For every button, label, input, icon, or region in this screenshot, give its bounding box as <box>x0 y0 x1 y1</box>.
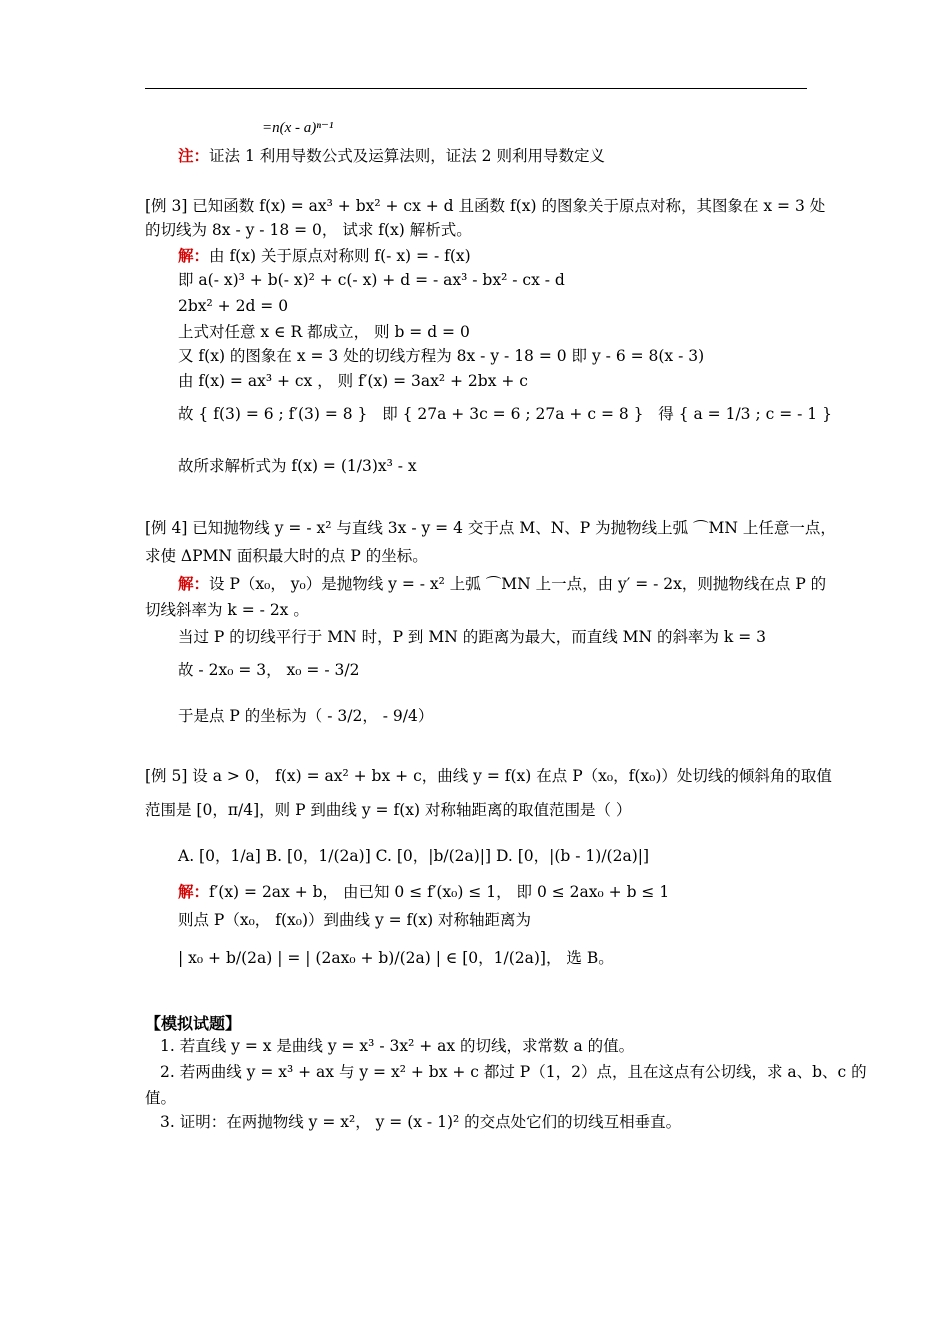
solution-label: 解： <box>178 574 210 593</box>
example4-solution-line <box>178 574 826 594</box>
example5-step-2: | x₀ + b/(2a) | = | (2ax₀ + b)/(2a) | ∈ [0，1/(2a)]， 选 B。 <box>178 949 614 967</box>
example4-line2: 求使 ΔPMN 面积最大时的点 P 的坐标。 <box>145 547 428 565</box>
header-rule <box>145 88 807 89</box>
example4-step-3: 故 - 2x₀ = 3， x₀ = - 3/2 <box>178 661 360 679</box>
solution-label: 解： <box>178 246 210 265</box>
example3-step-2: 2bx² + 2d = 0 <box>178 297 289 315</box>
example4-step-4: 于是点 P 的坐标为（ - 3/2， - 9/4） <box>178 707 434 725</box>
example5-options: A. [0，1/a] B. [0，1/(2a)] C. [0，|b/(2a)|] D. [0，|(b - 1)/(2a)|] <box>178 847 650 865</box>
example5-step-1: 则点 P（x₀， f(x₀)）到曲线 y = f(x) 对称轴距离为 <box>178 911 532 929</box>
note-line <box>178 146 605 166</box>
system-2: 即 { 27a + 3c = 6 ; 27a + c = 8 } <box>382 405 644 423</box>
solution-label: 解： <box>178 882 210 901</box>
exercise-1: 1. 若直线 y = x 是曲线 y = x³ - 3x² + ax 的切线，求常数 a 的值。 <box>160 1037 635 1055</box>
example3-step-3: 上式对任意 x ∈ R 都成立， 则 b = d = 0 <box>178 323 470 341</box>
example4-step-2: 当过 P 的切线平行于 MN 时，P 到 MN 的距离为最大，而直线 MN 的斜率为 k = 3 <box>178 628 767 646</box>
example3-step-5: 由 f(x) = ax³ + cx ， 则 f′(x) = 3ax² + 2bx + c <box>178 372 528 390</box>
exercise-3: 3. 证明：在两抛物线 y = x²， y = (x - 1)² 的交点处它们的切线互相垂直。 <box>160 1113 682 1131</box>
example4-step-1: 切线斜率为 k = - 2x 。 <box>145 601 309 619</box>
note-text: 证法 1 利用导数公式及运算法则，证法 2 则利用导数定义 <box>209 147 605 165</box>
solution-text: f′(x) = 2ax + b， 由已知 0 ≤ f′(x₀) ≤ 1， 即 0 ≤ 2ax₀ + b ≤ 1 <box>209 883 670 901</box>
example3-system-line <box>178 404 832 424</box>
example3-solution-line <box>178 246 471 266</box>
example5-solution-line <box>178 882 669 902</box>
example4-line1: [例 4] 已知抛物线 y = - x² 与直线 3x - y = 4 交于点 M、N、P 为抛物线上弧 ⌒MN 上任意一点， <box>145 519 836 537</box>
proof-result-line: =n(x - a)ⁿ⁻¹ <box>262 120 334 136</box>
example3-step-4: 又 f(x) 的图象在 x = 3 处的切线方程为 8x - y - 18 = 0 即 y - 6 = 8(x - 3) <box>178 347 705 365</box>
exercise-2-cont: 值。 <box>145 1089 177 1107</box>
solution-text: 由 f(x) 关于原点对称则 f(- x) = - f(x) <box>209 247 471 265</box>
solution-text: 设 P（x₀， y₀）是抛物线 y = - x² 上弧 ⌒MN 上一点，由 y′ = - 2x，则抛物线在点 P 的 <box>209 575 827 593</box>
exercise-2: 2. 若两曲线 y = x³ + ax 与 y = x² + bx + c 都过 P（1，2）点，且在这点有公切线，求 a、b、c 的 <box>160 1063 867 1081</box>
example3-line1: [例 3] 已知函数 f(x) = ax³ + bx² + cx + d 且函数 f(x) 的图象关于原点对称，其图象在 x = 3 处 <box>145 197 826 215</box>
system-1: 故 { f(3) = 6 ; f′(3) = 8 } <box>178 405 368 423</box>
example3-step-1: 即 a(- x)³ + b(- x)² + c(- x) + d = - ax³ - bx² - cx - d <box>178 271 565 289</box>
example3-conclusion: 故所求解析式为 f(x) = (1/3)x³ - x <box>178 457 417 475</box>
note-label: 注： <box>178 146 210 165</box>
example5-line2: 范围是 [0，π/4]，则 P 到曲线 y = f(x) 对称轴距离的取值范围是（ ） <box>145 801 632 819</box>
section-heading: 【模拟试题】 <box>145 1014 242 1033</box>
example3-line2: 的切线为 8x - y - 18 = 0， 试求 f(x) 解析式。 <box>145 221 472 239</box>
system-3: 得 { a = 1/3 ; c = - 1 } <box>658 405 832 423</box>
example5-line1: [例 5] 设 a > 0， f(x) = ax² + bx + c，曲线 y = f(x) 在点 P（x₀，f(x₀)）处切线的倾斜角的取值 <box>145 767 832 785</box>
